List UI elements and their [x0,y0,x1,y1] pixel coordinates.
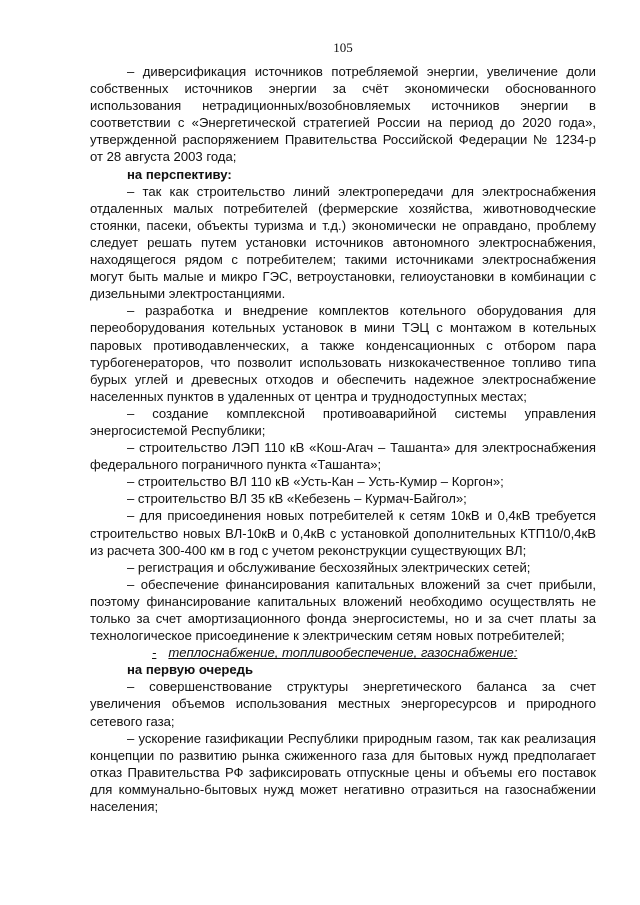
document-body [90,63,596,815]
paragraph-gasification: – ускорение газификации Республики природным газом, так как реализация концепции по развитию рынка сжиженного газа для бытовых нужд предполагает отказ Правительства РФ зафиксировать отпускные цены и объемы его поставок для коммунально-бытовых нужд может негативно отразиться на газоснабжении населения; [90,730,596,815]
section-title: теплоснабжение, топливообеспечение, газоснабжение: [168,645,518,661]
section-dash: - [152,645,157,661]
paragraph-line-kebezen: – строительство ВЛ 35 кВ «Кебезень – Курмач-Байгол»; [127,491,467,507]
paragraph-line-kosh-agach: – строительство ЛЭП 110 кВ «Кош-Агач – Ташанта» для электроснабжения федерального пограничного пункта «Ташанта»; [90,440,596,473]
section-heading-heat-gas [90,644,596,661]
paragraph-autonomous-power: – так как строительство линий электропередачи для электроснабжения отдаленных малых потребителей (фермерские хозяйства, животноводческие стоянки, пасеки, объекты туризма и т.д.) экономически не оправдано, проблему следует решать путем установки источников автономного электроснабжения, находящегося рядом с потребителем; такими источниками электроснабжения могут быть малые и микро ГЭС, ветроустановки, гелиоустановки в комбинации с дизельными электростанциями. [90,183,596,302]
page-number: 105 [333,40,353,55]
heading-long-term: на перспективу: [127,166,232,182]
paragraph-ownerless-networks: – регистрация и обслуживание бесхозяйных электрических сетей; [127,559,531,575]
heading-first-stage: на первую очередь [127,662,254,678]
paragraph-energy-diversification: – диверсификация источников потребляемой энергии, увеличение доли собственных источников энергии за счёт экономически обоснованного использования нетрадиционных/возобновляемых источников энергии в соответствии с «Энергетической стратегией России на период до 2020 года», утвержденной распоряжением Правительства Российской Федерации № 1234-р от 28 августа 2003 года; [90,64,596,165]
paragraph-mini-chp: – разработка и внедрение комплектов котельного оборудования для переоборудования котельных установок в мини ТЭЦ с монтажом в котельных паровых противодавленческих, а также конденсационных с отбором пара турбогенераторов, что позволит использовать низкокачественное топливо типа бурых углей и древесных отходов и обеспечить надежное электроснабжение населенных пунктов в удаленных от центра и труднодоступных местах; [90,303,596,404]
paragraph-emergency-control: – создание комплексной противоаварийной системы управления энергосистемой Республики; [90,405,596,438]
paragraph-financing: – обеспечение финансирования капитальных вложений за счет прибыли, поэтому финансирование капитальных вложений необходимо осуществлять не только за счет амортизационного фонда энергосистемы, но и за счет платы за технологическое присоединение к электрическим сетям новых потребителей; [90,576,596,644]
paragraph-new-consumers: – для присоединения новых потребителей к сетям 10кВ и 0,4кВ требуется строительство новых ВЛ-10кВ и 0,4кВ с установкой дополнительных КТП10/0,4кВ из расчета 300-400 км в год с учетом реконструкции существующих ВЛ; [90,508,596,558]
paragraph-energy-balance: – совершенствование структуры энергетического баланса за счет увеличения объемов использования местных энергоресурсов и природного сетевого газа; [90,679,596,729]
paragraph-line-ust-kan: – строительство ВЛ 110 кВ «Усть-Кан – Усть-Кумир – Коргон»; [127,474,504,490]
